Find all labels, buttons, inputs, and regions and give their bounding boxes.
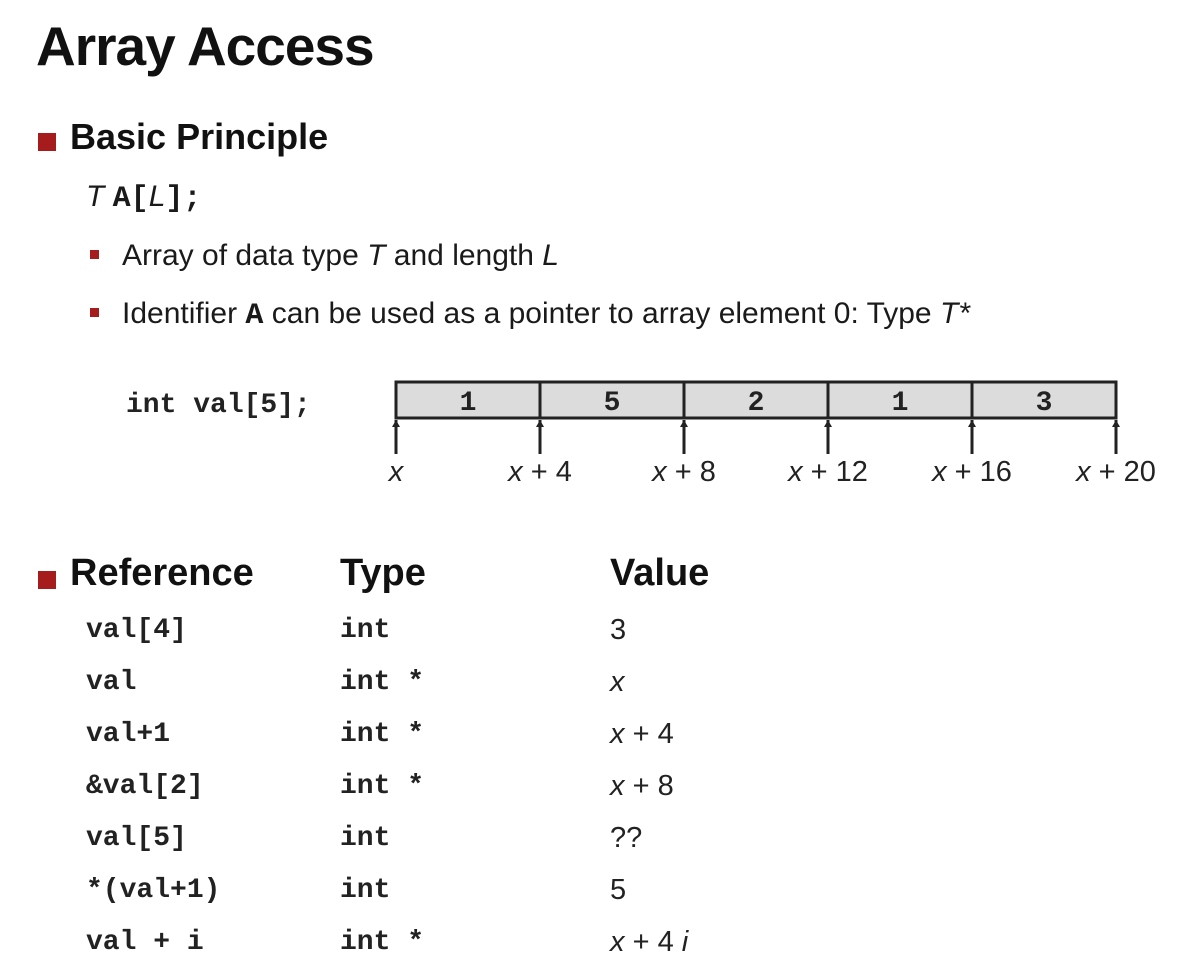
address-label: x + 12 [788, 456, 868, 488]
table-cell-reference: val+1 [86, 719, 171, 750]
address-tick-arrow [536, 420, 544, 427]
column-header-type: Type [340, 552, 426, 594]
bullet-identifier-pointer [122, 297, 970, 333]
address-label: x [388, 456, 404, 488]
address-label: x + 4 [508, 456, 572, 488]
code-declaration: int val[5]; [126, 390, 311, 421]
principle-heading: Basic Principle [70, 116, 329, 157]
address-label: x + 16 [932, 456, 1012, 488]
decl-length-L: L [148, 180, 166, 213]
table-cell-value: x + 4 [610, 718, 674, 750]
bullet2-pre: Identifier [122, 297, 246, 330]
decl-array-A: A[ [112, 182, 149, 216]
array-cell-value: 3 [1035, 388, 1053, 419]
declaration-syntax [86, 180, 201, 216]
array-cell-value: 5 [603, 388, 621, 419]
slide-title: Array Access [36, 15, 374, 77]
table-cell-type: int [340, 875, 391, 906]
table-cell-type: int * [340, 771, 425, 802]
bullet1-T: T [367, 239, 386, 272]
address-label: x + 8 [652, 456, 716, 488]
sub-bullet-square [90, 250, 99, 259]
bullet1-pre: Array of data type [122, 239, 368, 272]
decl-end: ]; [165, 182, 202, 216]
table-cell-reference: val [86, 667, 137, 698]
table-cell-type: int * [340, 719, 425, 750]
bullet2-A: A [245, 299, 264, 333]
bullet1-mid: and length [385, 239, 543, 272]
table-cell-type: int * [340, 667, 425, 698]
table-cell-value: ?? [610, 822, 643, 854]
address-tick-arrow [1112, 420, 1120, 427]
bullet1-L: L [542, 239, 559, 272]
table-cell-reference: &val[2] [86, 771, 204, 802]
table-cell-reference: val + i [86, 927, 204, 958]
table-cell-type: int * [340, 927, 425, 958]
bullet-square [38, 133, 56, 151]
decl-type-T: T [86, 180, 105, 213]
array-cell-value: 1 [891, 388, 909, 419]
sub-bullet-square [90, 308, 99, 317]
address-tick-arrow [680, 420, 688, 427]
column-header-value: Value [610, 552, 710, 594]
address-label: x + 20 [1076, 456, 1156, 488]
array-cell-value: 2 [747, 388, 765, 419]
table-cell-value: 5 [610, 874, 627, 906]
table-cell-value: x + 8 [610, 770, 674, 802]
table-cell-reference: *(val+1) [86, 875, 221, 906]
bullet-array-of-type [122, 239, 559, 273]
table-cell-value: x [610, 666, 625, 698]
array-cell-value: 1 [459, 388, 477, 419]
table-cell-value: 3 [610, 614, 627, 646]
bullet-square [38, 571, 56, 589]
table-cell-type: int [340, 615, 391, 646]
address-tick-arrow [392, 420, 400, 427]
bullet2-post: can be used as a pointer to array element 0: Type [263, 297, 940, 330]
table-cell-type: int [340, 823, 391, 854]
table-cell-reference: val[5] [86, 823, 187, 854]
column-header-reference: Reference [70, 552, 254, 594]
address-tick-arrow [968, 420, 976, 427]
bullet2-type: T* [939, 297, 970, 330]
array-memory-diagram [380, 370, 1140, 460]
table-cell-value: x + 4 i [610, 926, 689, 958]
address-tick-arrow [824, 420, 832, 427]
table-cell-reference: val[4] [86, 615, 187, 646]
